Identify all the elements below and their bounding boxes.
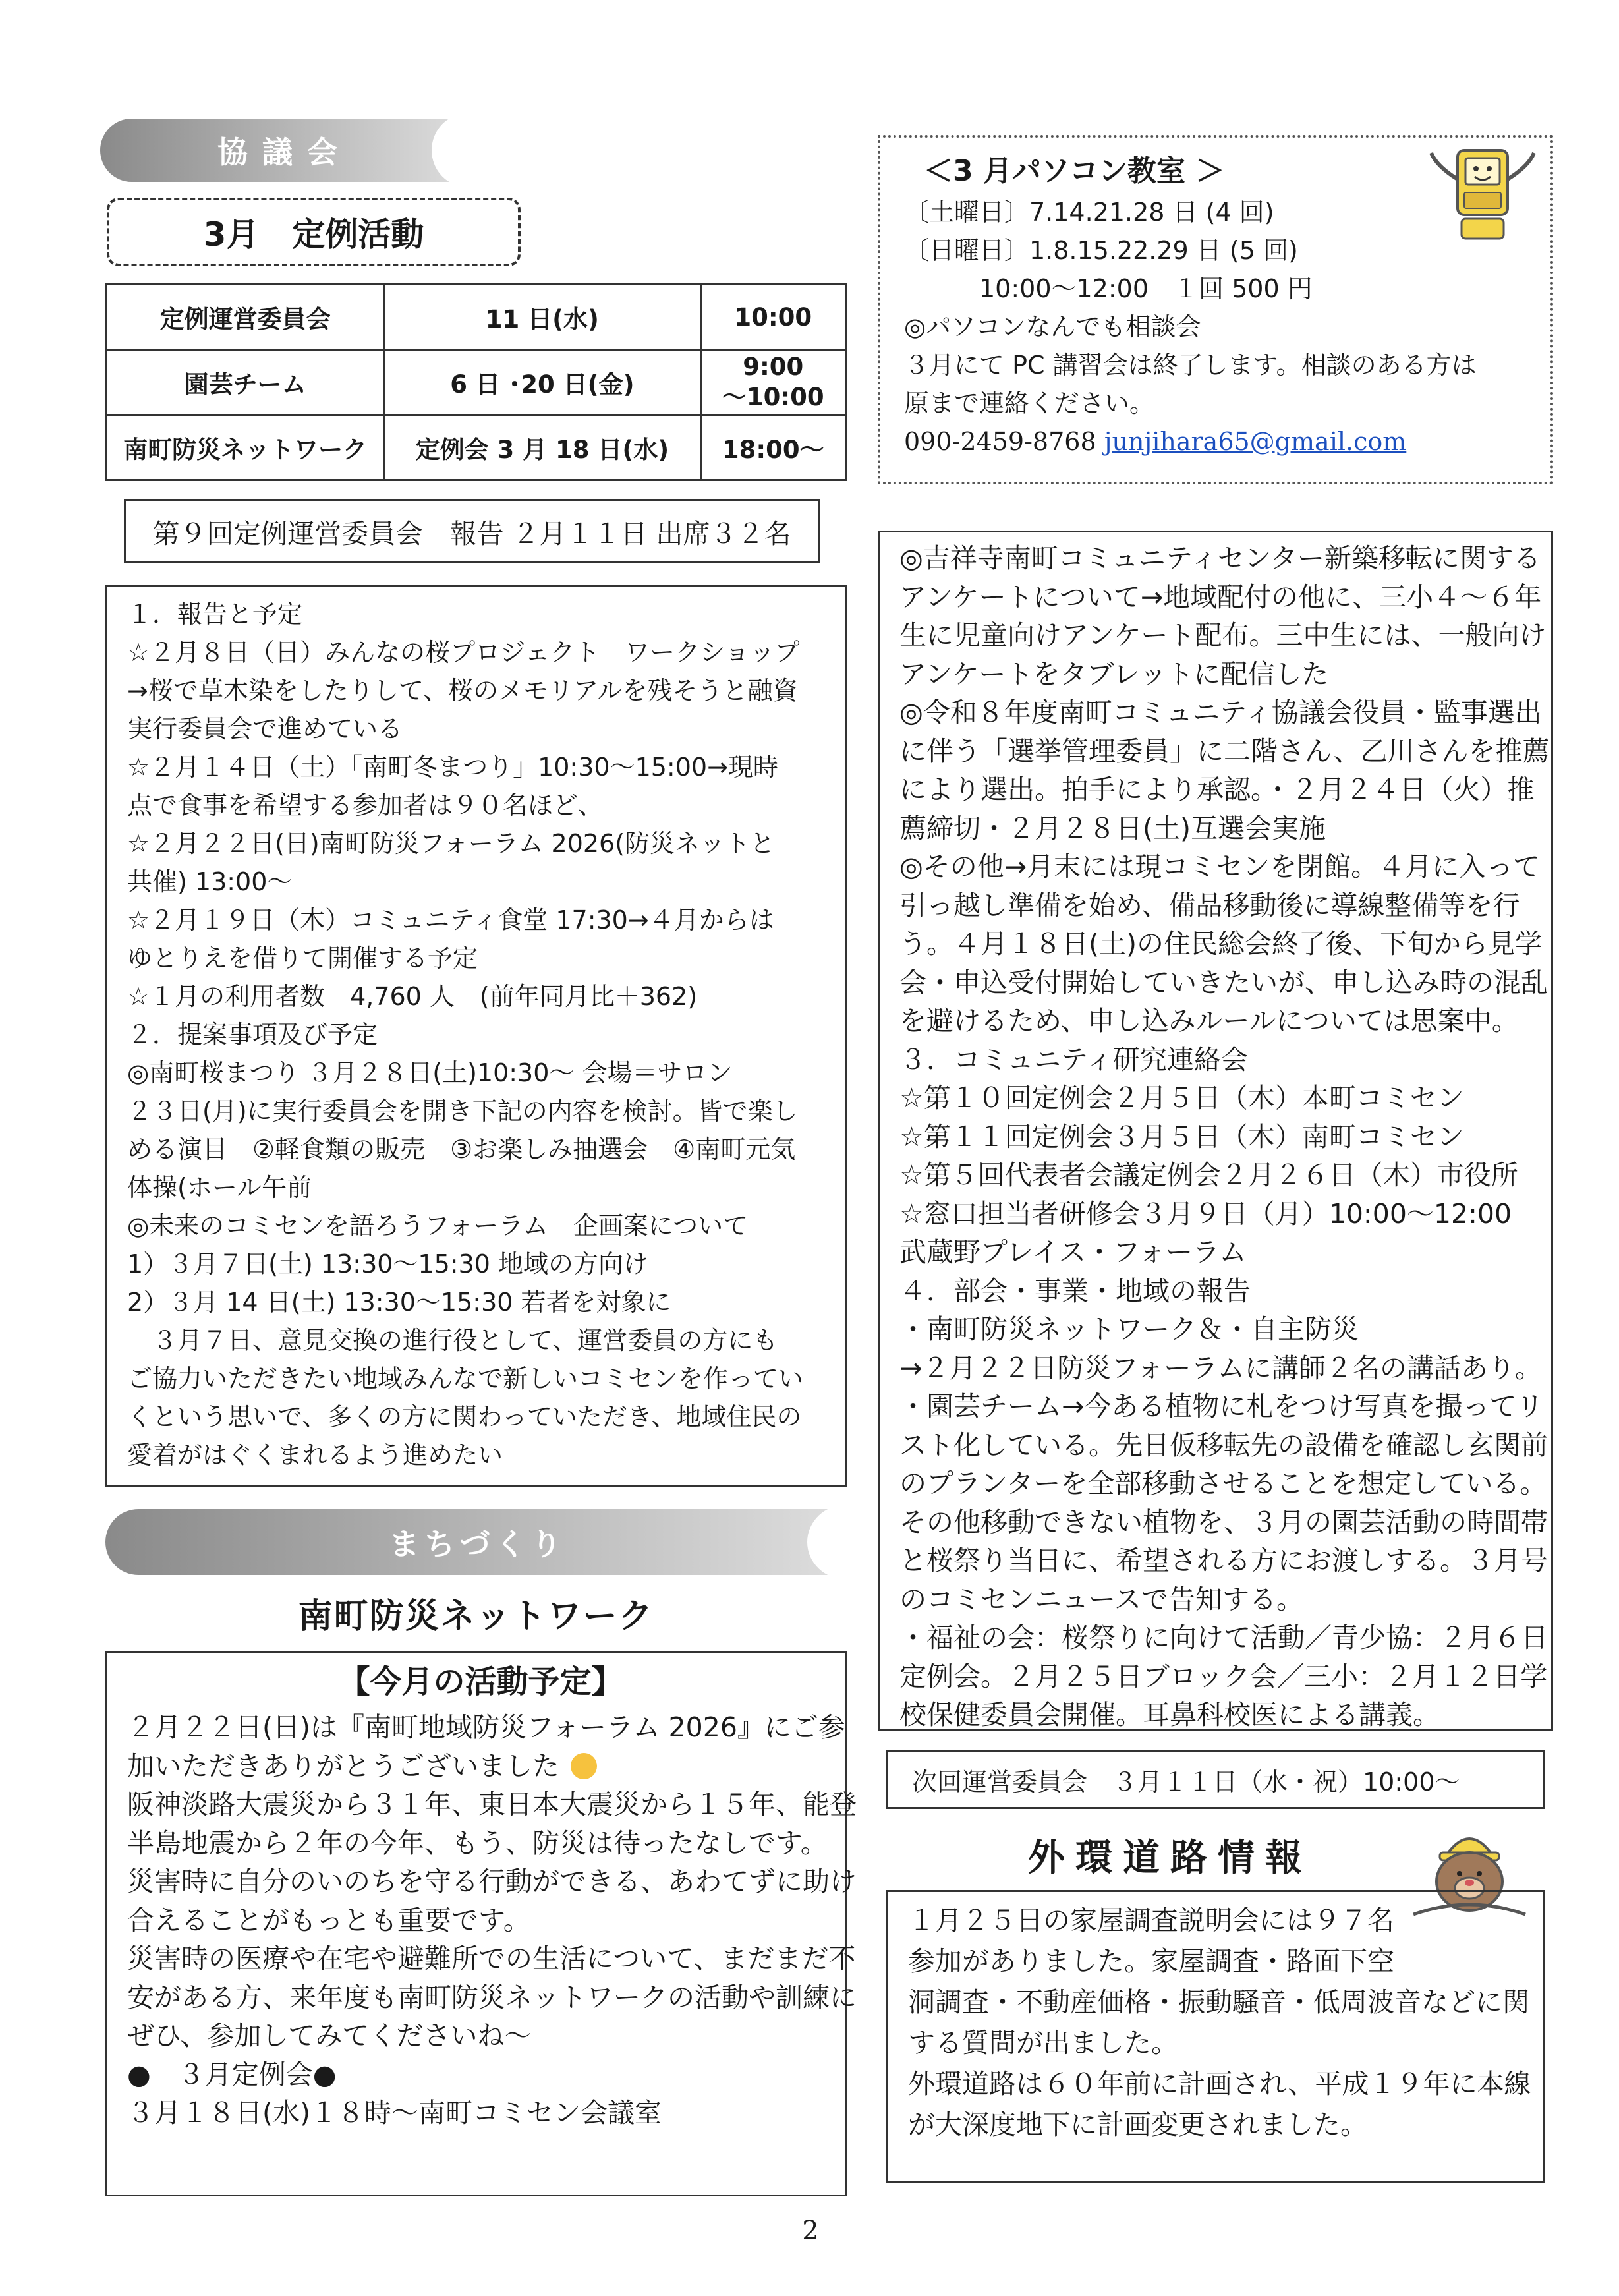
report-line: ゆとりえを借りて開催する予定 xyxy=(127,944,478,973)
report-line: 生に児童向けアンケート配布。三中生には、一般向け xyxy=(899,619,1547,651)
schedule-date: 11 日(水) xyxy=(384,285,700,350)
report-line: のコミセンニュースで告知する。 xyxy=(899,1583,1303,1615)
gaikan-line: が大深度地下に計画変更されました。 xyxy=(908,2109,1367,2140)
report-line: ☆２月１４日（土）「南町冬まつり」10:30～15:00→現時 xyxy=(127,753,778,782)
report-line: ３．コミュニティ研究連絡会 xyxy=(899,1043,1248,1076)
report-line: 薦締切・２月２８日(土)互選会実施 xyxy=(899,812,1326,844)
report-line: ☆２月２２日(日)南町防災フォーラム 2026(防災ネットと xyxy=(127,829,776,858)
page-number: 2 xyxy=(802,2216,819,2246)
council-schedule-table xyxy=(105,283,847,481)
machizukuri-banner-label: まちづくり xyxy=(389,1526,567,1562)
report-line: ◎南町桜まつり ３月２８日(土)10:30～ 会場＝サロン xyxy=(127,1058,733,1087)
report-line: 共催) 13:00～ xyxy=(127,867,293,896)
activity-line: ● ３月定例会● xyxy=(127,2058,337,2090)
council-report-continued-box xyxy=(878,531,1553,1731)
report-line: に伴う「選挙管理委員」に二階さん、乙川さんを推薦 xyxy=(899,735,1550,767)
report-line: ・南町防災ネットワーク＆・自主防災 xyxy=(899,1313,1359,1345)
smile-emoji-icon xyxy=(571,1753,597,1779)
bosai-network-heading: 南町防災ネットワーク xyxy=(298,1597,654,1636)
gaikan-heading: 外環道路情報 xyxy=(1028,1837,1313,1880)
report-line: ２．提案事項及び予定 xyxy=(127,1020,378,1049)
report-line: ２３日(月)に実行委員会を開き下記の内容を検討。皆で楽し xyxy=(127,1097,798,1126)
schedule-name: 定例運営委員会 xyxy=(107,285,384,350)
report-line: その他移動できない植物を、３月の園芸活動の時間帯 xyxy=(899,1506,1548,1538)
next-meeting-box xyxy=(886,1750,1545,1809)
report-line: ４．部会・事業・地域の報告 xyxy=(899,1275,1251,1307)
report-line: ☆第１１回定例会３月５日（木）南町コミセン xyxy=(899,1120,1464,1153)
schedule-time: 18:00～ xyxy=(700,415,845,480)
activity-line: 安がある方、来年度も南町防災ネットワークの活動や訓練に xyxy=(127,1981,857,2013)
report-line: 1）３月７日(土) 13:30～15:30 地域の方向け xyxy=(127,1249,649,1278)
report-line: １．報告と予定 xyxy=(127,600,303,629)
machizukuri-banner xyxy=(105,1509,850,1575)
activity-line: ３月１８日(水)１８時～南町コミセン会議室 xyxy=(127,2097,662,2129)
report-line: 2）３月 14 日(土) 13:30～15:30 若者を対象に xyxy=(127,1288,671,1317)
schedule-time: 9:00 ～10:00 xyxy=(700,350,845,415)
report-line: 会・申込受付開始していきたいが、申し込み時の混乱 xyxy=(899,966,1548,998)
pc-class-phone: 090-2459-8768 xyxy=(904,427,1096,456)
report-header-box xyxy=(124,499,820,563)
pc-class-email-link[interactable]: junjihara65@gmail.com xyxy=(1104,427,1407,456)
pc-class-line: 〔土曜日〕7.14.21.28 日 (4 回) xyxy=(904,198,1274,227)
activity-line: 災害時に自分のいのちを守る行動ができる、あわてずに助け xyxy=(127,1866,857,1897)
report-line: ☆２月８日（日）みんなの桜プロジェクト ワークショップ xyxy=(127,638,800,667)
schedule-name: 南町防災ネットワーク xyxy=(107,415,384,480)
table-row xyxy=(107,415,846,480)
report-line: ・福祉の会：桜祭りに向けて活動／青少協：２月６日 xyxy=(899,1622,1548,1653)
report-line: 定例会。２月２５日ブロック会／三小：２月１２日学 xyxy=(899,1660,1548,1692)
gaikan-line: 外環道路は６０年前に計画され、平成１９年に本線 xyxy=(908,2068,1531,2100)
bosai-activity-box xyxy=(105,1651,857,2196)
report-line: 実行委員会で進めている xyxy=(127,714,403,743)
report-line: ☆２月１９日（木）コミュニティ食堂 17:30→４月からは xyxy=(127,905,774,934)
activity-box-title: 【今月の活動予定】 xyxy=(338,1663,623,1700)
pc-class-title: ＜3 月パソコン教室 ＞ xyxy=(924,154,1225,188)
report-line: ・園芸チーム→今ある植物に札をつけ写真を撮ってリ xyxy=(899,1391,1544,1422)
report-line: →桜で草木染をしたりして、桜のメモリアルを残そうと融資 xyxy=(127,676,798,705)
table-row xyxy=(107,350,846,415)
activity-line: ２月２２日(日)は『南町地域防災フォーラム 2026』にご参 xyxy=(127,1711,845,1743)
report-line: ☆窓口担当者研修会３月９日（月）10:00～12:00 xyxy=(899,1197,1512,1230)
report-line: と桜祭り当日に、希望される方にお渡しする。３月号 xyxy=(899,1545,1548,1576)
month-title-box xyxy=(107,198,521,266)
pc-class-line: ◎パソコンなんでも相談会 xyxy=(904,312,1201,341)
next-meeting: 次回運営委員会 ３月１１日（水・祝）10:00～ xyxy=(912,1767,1460,1796)
gaikan-box xyxy=(886,1890,1545,2183)
report-line: ３月７日、意見交換の進行役として、運営委員の方にも xyxy=(127,1326,778,1355)
report-line: →２月２２日防災フォーラムに講師２名の講話あり。 xyxy=(899,1352,1542,1384)
report-line: 引っ越し準備を始め、備品移動後に導線整備等を行 xyxy=(899,889,1520,921)
council-banner xyxy=(100,119,469,182)
council-banner-label: 協議会 xyxy=(217,134,352,170)
activity-line: 災害時の医療や在宅や避難所での生活について、まだまだ不 xyxy=(127,1943,856,1974)
gaikan-line: 洞調査・不動産価格・振動騒音・低周波音などに関 xyxy=(908,1986,1529,2018)
report-line: 武蔵野プレイス・フォーラム xyxy=(899,1236,1247,1268)
report-line: ☆第１０回定例会２月５日（木）本町コミセン xyxy=(899,1082,1464,1114)
schedule-name: 園芸チーム xyxy=(107,350,384,415)
pc-class-line: 原まで連絡ください。 xyxy=(904,389,1155,418)
report-line: ◎吉祥寺南町コミュニティセンター新築移転に関する xyxy=(899,542,1541,574)
gaikan-line: １月２５日の家屋調査説明会には９７名 xyxy=(908,1905,1394,1936)
council-report-box xyxy=(105,585,847,1487)
pc-class-line: 〔日曜日〕1.8.15.22.29 日 (5 回) xyxy=(904,236,1298,265)
report-line: める演目 ②軽食類の販売 ③お楽しみ抽選会 ④南町元気 xyxy=(127,1135,796,1164)
schedule-time: 10:00 xyxy=(700,285,845,350)
report-line: 点で食事を希望する参加者は９０名ほど、 xyxy=(127,791,604,820)
pc-class-line: 10:00～12:00 １回 500 円 xyxy=(904,274,1313,303)
report-line: 愛着がはぐくまれるよう進めたい xyxy=(127,1441,503,1470)
report-line: アンケートをタブレットに配信した xyxy=(899,658,1329,690)
report-line: う。４月１８日(土)の住民総会終了後、下旬から見学 xyxy=(899,928,1542,960)
report-line: ☆１月の利用者数 4,760 人 (前年同月比＋362) xyxy=(127,982,698,1011)
report-line: スト化している。先日仮移転先の設備を確認し玄関前 xyxy=(899,1429,1548,1461)
gaikan-line: する質問が出ました。 xyxy=(908,2027,1178,2059)
schedule-date: 6 日 ･20 日(金) xyxy=(384,350,700,415)
pc-class-line: ３月にて PC 講習会は終了します。相談のある方は xyxy=(904,351,1477,380)
report-line: アンケートについて→地域配付の他に、三小４～６年 xyxy=(899,581,1542,613)
activity-line: 合えることがもっとも重要です。 xyxy=(127,1904,530,1936)
report-line: ◎令和８年度南町コミュニティ協議会役員・監事選出 xyxy=(899,697,1542,728)
report-line: ◎未来のコミセンを語ろうフォーラム 企画案について xyxy=(127,1211,749,1240)
report-line: により選出。拍手により承認。・２月２４日（火）推 xyxy=(899,774,1535,805)
report-line: 体操(ホール午前 xyxy=(127,1173,312,1202)
month-title: 3月 定例活動 xyxy=(203,215,424,254)
activity-line: ぜひ、参加してみてくださいね～ xyxy=(127,2020,532,2052)
schedule-date: 定例会 3 月 18 日(水) xyxy=(384,415,700,480)
activity-line: 半島地震から２年の今年、もう、防災は待ったなしです。 xyxy=(127,1827,828,1859)
report-header: 第９回定例運営委員会 報告 ２月１１日 出席３２名 xyxy=(152,517,791,550)
activity-line: 阪神淡路大震災から３１年、東日本大震災から１５年、能登 xyxy=(127,1789,857,1820)
activity-line: 加いただきありがとうございました xyxy=(127,1750,559,1782)
computer-mascot-icon xyxy=(1423,146,1542,245)
table-row xyxy=(107,285,846,350)
report-line: くという思いで、多くの方に関わっていただき、地域住民の xyxy=(127,1402,802,1431)
report-line: を避けるため、申し込みルールについては思案中。 xyxy=(899,1005,1519,1037)
report-line: 校保健委員会開催。耳鼻科校医による講義。 xyxy=(899,1699,1440,1731)
report-line: ☆第５回代表者会議定例会２月２６日（木）市役所 xyxy=(899,1159,1518,1191)
report-line: ご協力いただきたい地域みんなで新しいコミセンを作ってい xyxy=(127,1364,804,1393)
report-line: のプランターを全部移動させることを想定している。 xyxy=(899,1468,1547,1499)
gaikan-line: 参加がありました。家屋調査・路面下空 xyxy=(908,1945,1394,1977)
report-line: ◎その他→月末には現コミセンを閉館。４月に入って xyxy=(899,851,1541,882)
